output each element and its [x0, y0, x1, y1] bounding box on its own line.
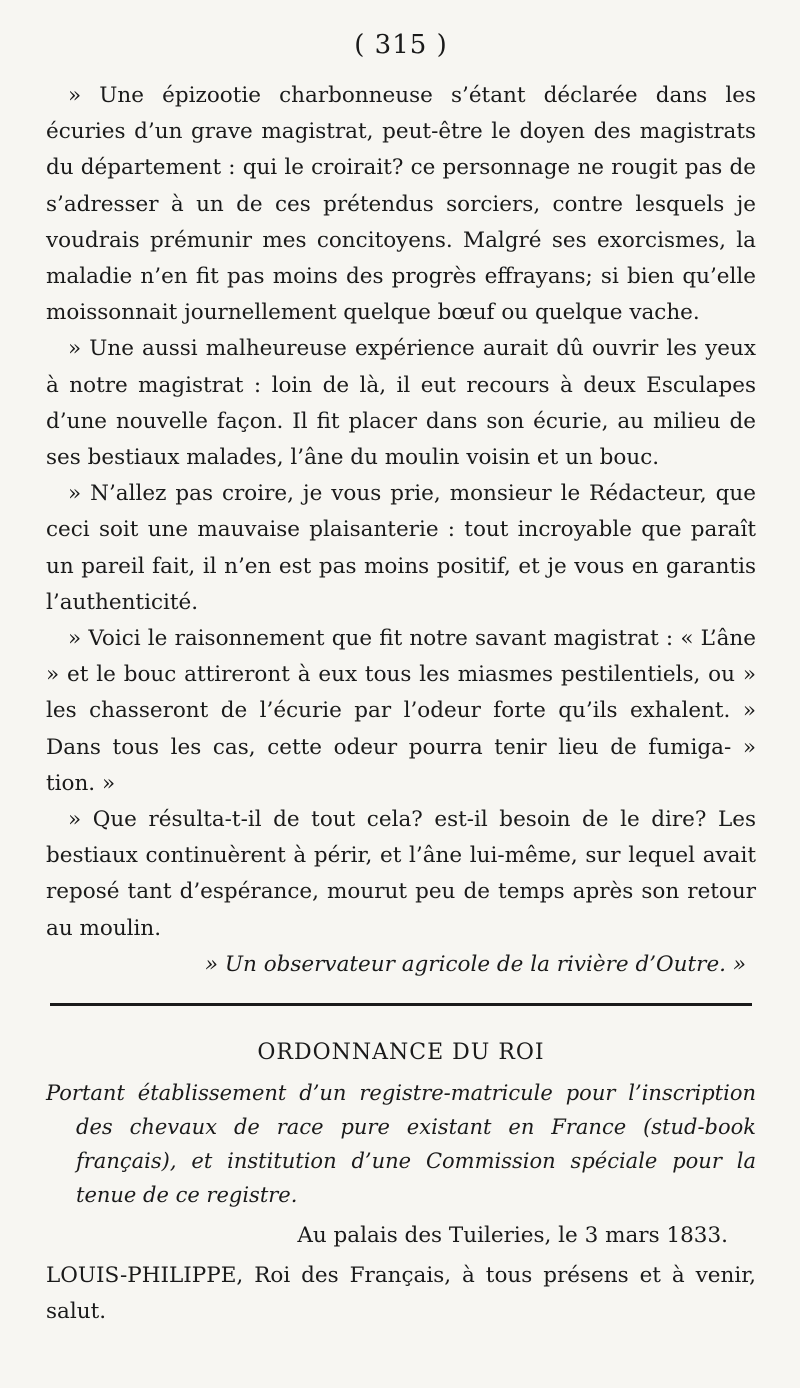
ordonnance-opening: LOUIS-PHILIPPE, Roi des Français, à tous présens et à venir, salut. — [46, 1263, 756, 1325]
ordonnance-section — [46, 1036, 756, 1330]
page-number: ( 315 ) — [354, 30, 448, 60]
paragraph: » Que résulta-t-il de tout cela? est-il besoin de le dire? Les bestiaux continuèrent à périr, et l’âne lui-même, sur lequel avait reposé tant d’espérance, mourut peu de temps après son retour au moulin. — [46, 807, 756, 941]
ordonnance-subtitle: Portant établissement d’un registre-matricule pour l’inscription des chevaux de race pure existant en France (stud-book français), et institution d’une Commission spéciale pour la tenue de ce registre. — [46, 1081, 756, 1208]
letter-body — [46, 78, 756, 983]
ordonnance-title: ORDONNANCE DU ROI — [257, 1040, 545, 1066]
ordonnance-dateline: Au palais des Tuileries, le 3 mars 1833. — [297, 1223, 728, 1249]
paragraph: » Une épizootie charbonneuse s’étant déclarée dans les écuries d’un grave magistrat, peut-être le doyen des magistrats du département : qui le croirait? ce personnage ne rougit pas de s’adresser à un de ces prétendus sorciers, contre lesquels je voudrais prémunir mes concitoyens. Malgré ses exorcismes, la maladie n’en fit pas moins des progrès effrayans; si bien qu’elle moissonnait journellement quelque bœuf ou quelque vache. — [46, 83, 756, 326]
paragraph: » N’allez pas croire, je vous prie, monsieur le Rédacteur, que ceci soit une mauvaise plaisanterie : tout incroyable que paraît un pareil fait, il n’en est pas moins positif, et je vous en garantis l’authenticité. — [46, 481, 756, 615]
letter-signature: » Un observateur agricole de la rivière d’Outre. » — [204, 951, 746, 977]
paragraph: » Voici le raisonnement que fit notre savant magistrat : « L’âne » et le bouc attireront à eux tous les miasmes pestilentiels, ou » les chasseront de l’écurie par l’odeur forte qu’ils exhalent. » Dans tous les cas, cette odeur pourra tenir lieu de fumiga- » tion. » — [46, 626, 756, 796]
section-divider — [50, 1003, 752, 1006]
paragraph: » Une aussi malheureuse expérience aurait dû ouvrir les yeux à notre magistrat : loin de là, il eut recours à deux Esculapes d’une nouvelle façon. Il fit placer dans son écurie, au milieu de ses bestiaux malades, l’âne du moulin voisin et un bouc. — [46, 336, 756, 471]
